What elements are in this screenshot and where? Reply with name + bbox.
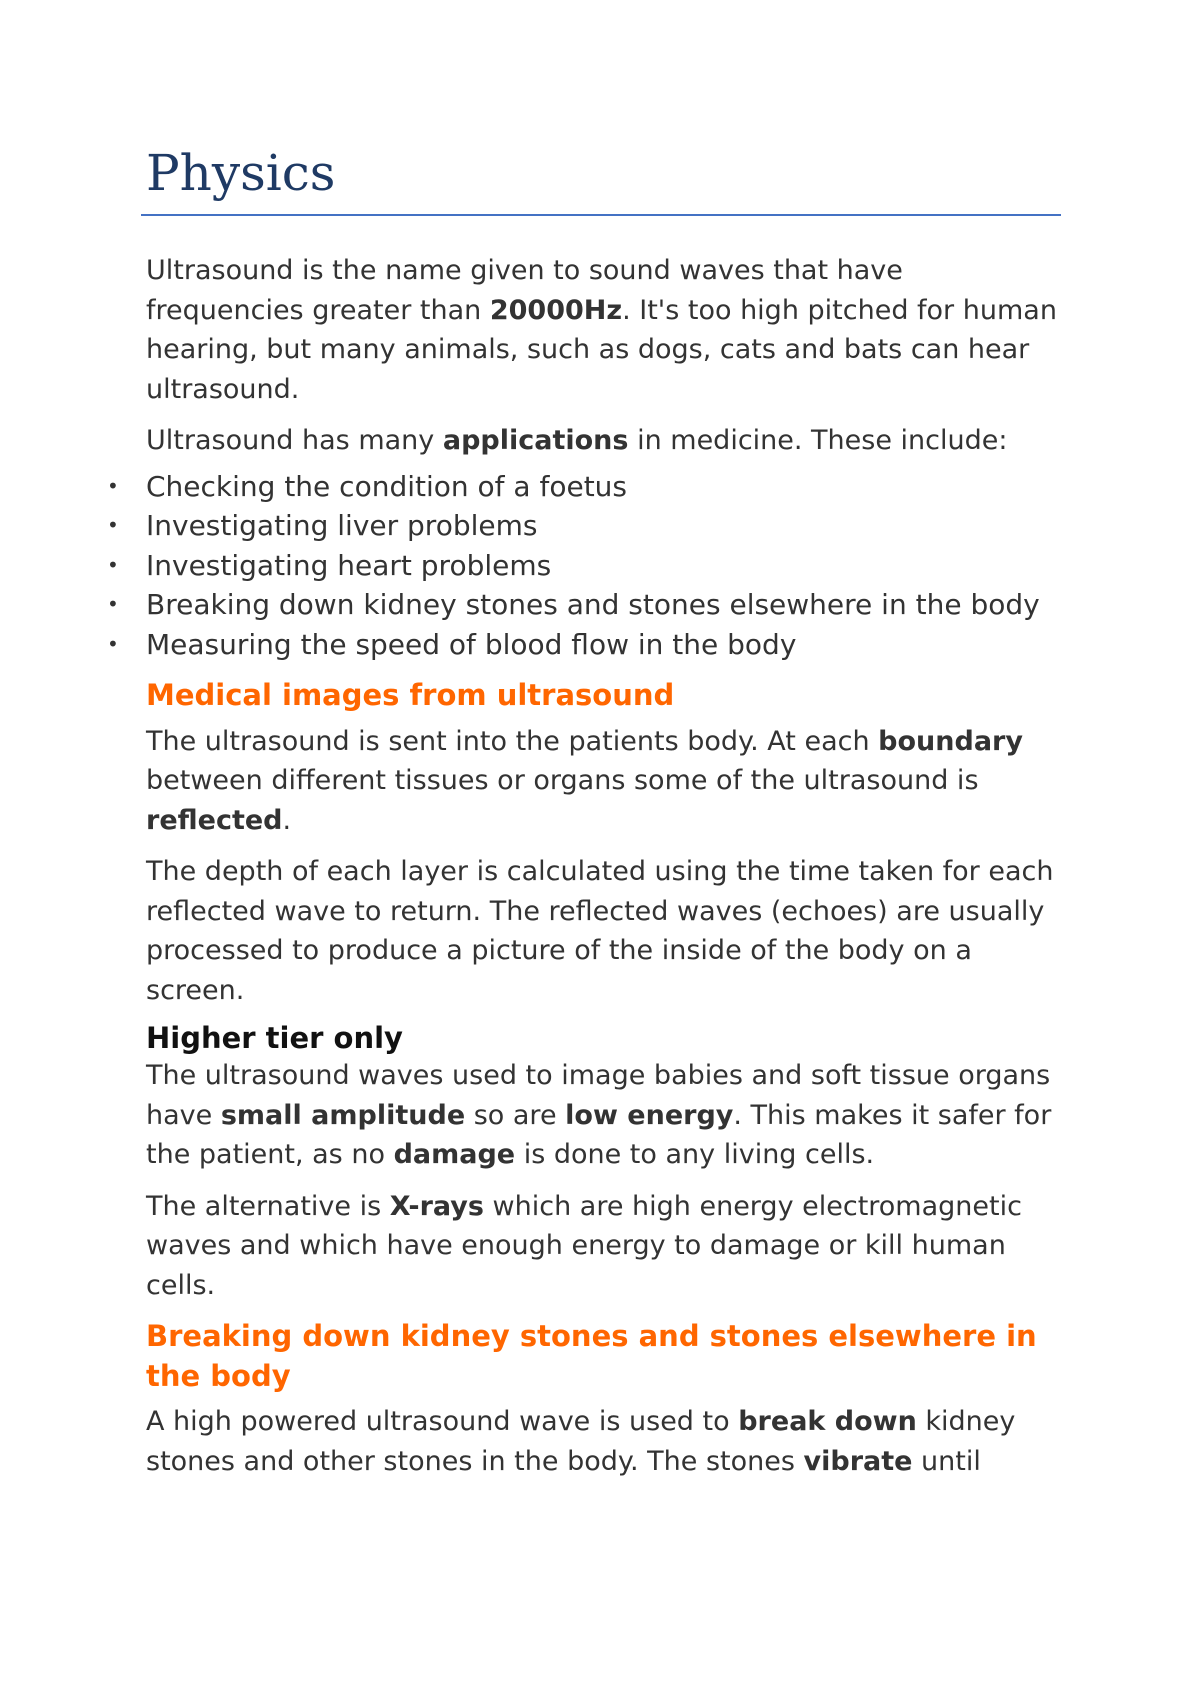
intro-text-1a: Ultrasound is the name given to sound waves that have frequencies greater than xyxy=(146,255,903,326)
kidney-text-1c: kidney stones and other stones in the body. The stones xyxy=(146,1406,1016,1477)
list-item xyxy=(107,585,1066,625)
intro-applications: applications xyxy=(442,425,629,456)
list-item-text: Measuring the speed of blood flow in the body xyxy=(146,627,797,661)
higher-text-1c: so are xyxy=(465,1099,566,1131)
kidney-text-1e: until xyxy=(912,1445,981,1477)
higher-small-amplitude: small amplitude xyxy=(220,1099,466,1131)
page-title: Physics xyxy=(146,144,336,202)
higher-text-1e: . This makes it safer for the patient, as no xyxy=(146,1099,1052,1170)
medical-reflected: reflected xyxy=(146,804,283,836)
higher-text-1g: is done to any living cells. xyxy=(515,1139,875,1170)
list-item xyxy=(107,506,1066,546)
list-item-text: Checking the condition of a foetus xyxy=(146,469,628,503)
list-item-text: Breaking down kidney stones and stones elsewhere in the body xyxy=(146,588,1040,621)
medical-boundary: boundary xyxy=(878,725,1023,757)
intro-text-2a: Ultrasound has many xyxy=(146,425,443,456)
section-heading-kidney-stones: Breaking down kidney stones and stones elsewhere in the body xyxy=(146,1319,1037,1393)
higher-text-2c: which are high energy electromagnetic waves and which have enough energy to damage or kill human cells. xyxy=(146,1190,1022,1301)
list-item-text: Investigating heart problems xyxy=(146,548,552,582)
higher-tier-paragraph-1 xyxy=(146,1056,1066,1175)
higher-tier-paragraph-2 xyxy=(146,1187,1066,1306)
medical-text-1e: . xyxy=(282,804,292,836)
kidney-break-down: break down xyxy=(738,1406,917,1437)
higher-text-2a: The alternative is xyxy=(146,1190,390,1222)
bullet-icon: • xyxy=(107,631,119,656)
bullet-icon: • xyxy=(107,552,119,577)
bullet-icon: • xyxy=(107,513,119,537)
applications-list xyxy=(107,467,1066,665)
higher-low-energy: low energy xyxy=(565,1099,734,1131)
document-page xyxy=(107,144,1066,1477)
kidney-stones-paragraph-1 xyxy=(146,1402,1066,1481)
medical-text-1a: The ultrasound is sent into the patients body. At each xyxy=(146,725,879,757)
bullet-icon: • xyxy=(107,473,119,498)
list-item xyxy=(107,546,1066,586)
medical-text-1c: between different tissues or organs some of the ultrasound is xyxy=(146,765,979,796)
intro-text-1c: . It's too high pitched for human hearing, but many animals, such as dogs, cats and bats can hear ultrasound. xyxy=(146,294,1057,405)
kidney-vibrate: vibrate xyxy=(803,1445,913,1477)
intro-paragraph-2 xyxy=(146,421,1066,461)
higher-text-1a: The ultrasound waves used to image babies and soft tissue organs have xyxy=(146,1060,1051,1131)
section-heading-medical-images: Medical images from ultrasound xyxy=(146,678,675,712)
intro-text-2c: in medicine. These include: xyxy=(628,425,1008,456)
higher-tier-heading: Higher tier only xyxy=(146,1021,403,1055)
list-item-text: Investigating liver problems xyxy=(146,509,538,542)
list-item xyxy=(107,625,1066,665)
medical-images-paragraph-1 xyxy=(146,722,1066,841)
document-body xyxy=(107,251,1066,1481)
intro-paragraph-1 xyxy=(146,251,1066,409)
title-underline xyxy=(141,214,1061,216)
bullet-icon: • xyxy=(107,592,119,616)
higher-x-rays: X-rays xyxy=(389,1190,484,1222)
intro-frequency: 20000Hz xyxy=(489,294,623,326)
higher-damage: damage xyxy=(393,1139,516,1170)
kidney-text-1a: A high powered ultrasound wave is used to xyxy=(146,1406,739,1437)
medical-images-paragraph-2: The depth of each layer is calculated using the time taken for each reflected wave to return. The reflected waves (echoes) are usually processed to produce a picture of the inside of the body on a screen. xyxy=(146,856,1054,1006)
list-item xyxy=(107,467,1066,507)
